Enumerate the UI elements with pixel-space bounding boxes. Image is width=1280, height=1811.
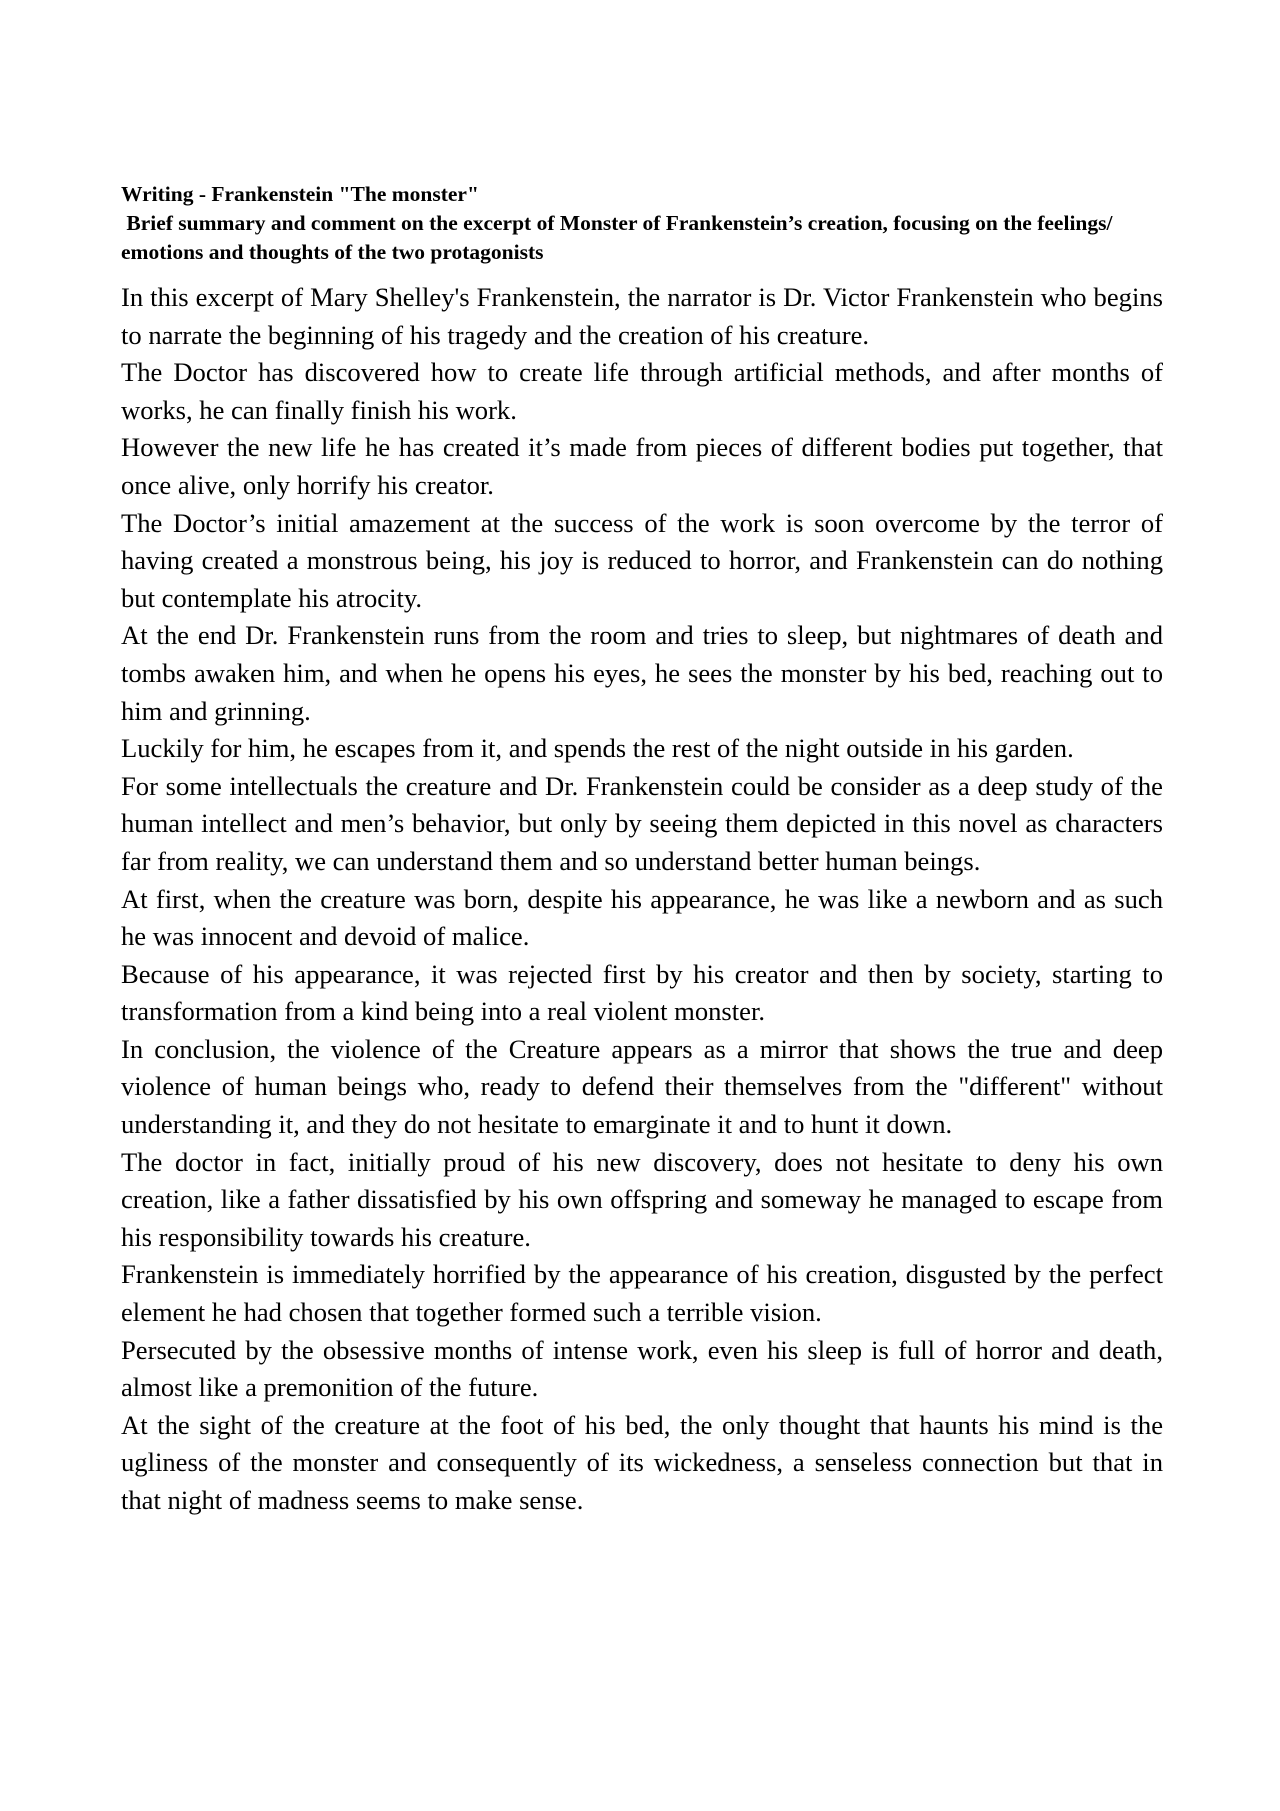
paragraph: In this excerpt of Mary Shelley's Frankenstein, the narrator is Dr. Victor Frankenstein who begins to narrate the beginning of his tragedy and the creation of his creature. <box>121 282 1163 350</box>
paragraph: Luckily for him, he escapes from it, and spends the rest of the night outside in his garden. <box>121 733 1074 764</box>
document-subtitle: Brief summary and comment on the excerpt of Monster of Frankenstein’s creation, focusing on the feelings/ emotions and thoughts of the two protagonists <box>121 211 1118 264</box>
paragraph: At first, when the creature was born, despite his appearance, he was like a newborn and as such he was innocent and devoid of malice. <box>121 883 1163 952</box>
paragraph: However the new life he has created it’s made from pieces of different bodies put together, that once alive, only horrify his creator. <box>121 432 1163 500</box>
paragraph: Because of his appearance, it was rejected first by his creator and then by society, starting to transformation from a kind being into a real violent monster. <box>121 958 1163 1027</box>
paragraph: At the sight of the creature at the foot of his bed, the only thought that haunts his mind is the ugliness of the monster and consequently of its wickedness, a senseless connection but that in that night of madness seems to make sense. <box>121 1409 1163 1515</box>
paragraph: Persecuted by the obsessive months of intense work, even his sleep is full of horror and death, almost like a premonition of the future. <box>121 1334 1163 1403</box>
paragraph: The doctor in fact, initially proud of his new discovery, does not hesitate to deny his own creation, like a father dissatisfied by his own offspring and someway he managed to escape from his responsibility towards his creature. <box>121 1146 1163 1252</box>
document-body <box>121 279 1163 1520</box>
paragraph: The Doctor has discovered how to create life through artificial methods, and after months of works, he can finally finish his work. <box>121 357 1163 425</box>
paragraph: In conclusion, the violence of the Creature appears as a mirror that shows the true and deep violence of human beings who, ready to defend their themselves from the "different" without understanding it, and they do not hesitate to emarginate it and to hunt it down. <box>121 1033 1163 1140</box>
paragraph: For some intellectuals the creature and Dr. Frankenstein could be consider as a deep study of the human intellect and men’s behavior, but only by seeing them depicted in this novel as characters far from reality, we can understand them and so understand better human beings. <box>121 770 1163 876</box>
document-heading <box>121 180 1163 267</box>
paragraph: At the end Dr. Frankenstein runs from the room and tries to sleep, but nightmares of death and tombs awaken him, and when he opens his eyes, he sees the monster by his bed, reaching out to him and grinning. <box>121 620 1163 726</box>
paragraph: Frankenstein is immediately horrified by the appearance of his creation, disgusted by the perfect element he had chosen that together formed such a terrible vision. <box>121 1259 1163 1328</box>
document-title: Writing - Frankenstein "The monster" <box>121 182 479 206</box>
document-content <box>121 180 1163 1520</box>
paragraph: The Doctor’s initial amazement at the success of the work is soon overcome by the terror of having created a monstrous being, his joy is reduced to horror, and Frankenstein can do nothing but contemplate his atrocity. <box>121 507 1163 613</box>
